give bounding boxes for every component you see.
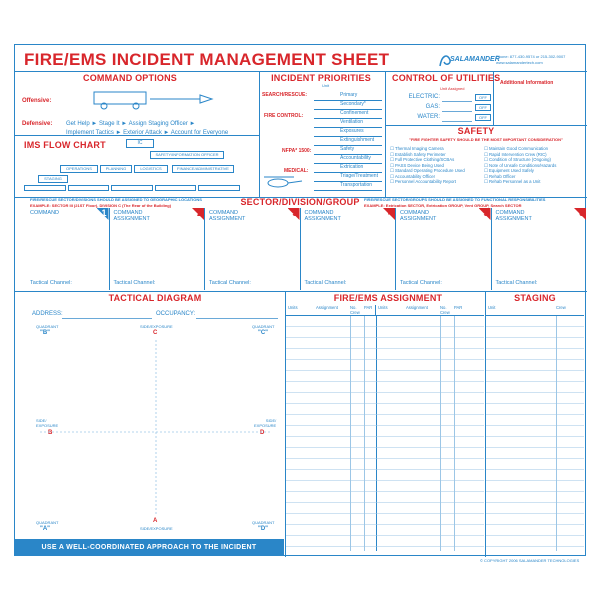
unit-label: Unit — [322, 83, 330, 88]
sector-label: COMMAND ASSIGNMENT — [113, 210, 150, 222]
side-exposure-b-text: EXPOSURE — [36, 423, 59, 428]
col-header: Unit — [488, 305, 496, 310]
safety-checkbox[interactable]: ☐ Note of Unsafe Conditions/Hazards — [484, 162, 557, 168]
sector-column[interactable] — [14, 208, 110, 290]
electric-off-checkbox[interactable]: OFF — [475, 94, 491, 101]
tactical-channel-label: Tactical Channel: — [495, 280, 538, 286]
side-exposure-a-label: SIDE/EXPOSURE — [140, 526, 173, 531]
staging-box: STAGING — [38, 175, 68, 183]
sector-right-example: EXAMPLE: Extrication SECTOR, Extrication GROUP, Vent GROUP, Search SECTOR — [364, 203, 522, 208]
assignment-header-row — [286, 305, 484, 316]
tactical-crosshair[interactable] — [20, 320, 280, 540]
priority-item[interactable]: Triage/Treatment — [314, 173, 382, 182]
safety-checkbox[interactable]: ☐ Thermal Imaging Camera — [390, 146, 444, 151]
col-header: No. Crew — [350, 305, 360, 315]
safety-checkbox[interactable]: ☐ Establish Safety Perimeter — [390, 151, 446, 157]
quadrant-b-label: QUADRANT — [36, 324, 59, 329]
priority-item[interactable]: Ventilation — [314, 119, 382, 128]
ims-flow-chart-header: IMS FLOW CHART — [24, 140, 106, 150]
fire-engine-icon — [90, 86, 230, 112]
quadrant-c: "C" — [258, 330, 269, 336]
tactical-channel-label: Tactical Channel: — [30, 280, 72, 286]
col-header: Assignment — [316, 305, 338, 310]
priority-item[interactable]: Primary — [314, 92, 382, 101]
ims-sub-boxes — [24, 185, 240, 193]
col-header: PAR — [364, 305, 376, 315]
sector-number: 1 — [101, 208, 107, 218]
search-rescue-label: SEARCH/RESCUE: — [262, 92, 308, 98]
sector-columns — [14, 208, 586, 290]
side-exposure-b-text: SIDE/ — [36, 418, 47, 423]
priority-item[interactable]: Confinement — [314, 110, 382, 119]
sector-label: COMMAND ASSIGNMENT — [495, 210, 532, 222]
safety-checkbox[interactable]: ☐ Accountability Officer — [390, 173, 436, 179]
sector-number: 5 — [483, 208, 489, 218]
col-header: PAR — [454, 305, 463, 310]
col-header: Crew — [556, 305, 566, 310]
planning-box: PLANNING — [100, 165, 132, 173]
quadrant-d: "D" — [258, 526, 269, 532]
assignment-header: FIRE/EMS ASSIGNMENT — [333, 293, 443, 303]
side-a: A — [153, 518, 158, 524]
occupancy-label: OCCUPANCY: — [156, 311, 196, 317]
electric-label: ELECTRIC: — [408, 94, 440, 100]
col-header: Units — [288, 305, 298, 310]
staging-header: STAGING — [514, 293, 556, 303]
sector-number: 2 — [196, 208, 202, 218]
sector-label: COMMAND ASSIGNMENT — [400, 210, 437, 222]
col-header: No. Crew — [440, 305, 450, 315]
col-header: Assignment — [406, 305, 428, 310]
tactical-channel-label: Tactical Channel: — [304, 280, 347, 286]
assignment-grid[interactable] — [286, 316, 484, 551]
operations-box: OPERATIONS — [60, 165, 98, 173]
side-b: B — [48, 430, 53, 436]
tactical-channel-label: Tactical Channel: — [209, 280, 251, 286]
finance-box: FINANCE/ADMINISTRATIVE — [172, 165, 234, 173]
safety-checkbox[interactable]: ☐ Full Protective Clothing/SCBAs — [390, 157, 455, 162]
incident-priorities-header: INCIDENT PRIORITIES — [271, 73, 371, 83]
offensive-label: Offensive: — [22, 98, 52, 104]
brand-contact-line-1: Phone: 877-430-9574 or 215-302-9007 — [496, 54, 566, 59]
sector-column[interactable] — [301, 208, 397, 290]
brand-contact-line-2: www.salamandertech.com — [496, 60, 543, 65]
logistics-box: LOGISTICS — [134, 165, 168, 173]
side-exposure-c-label: SIDE/EXPOSURE — [140, 324, 173, 329]
priority-item[interactable]: Transportation — [314, 182, 382, 191]
defensive-label: Defensive: — [22, 121, 53, 127]
sector-label: COMMAND ASSIGNMENT — [304, 210, 341, 222]
safety-header: SAFETY — [457, 126, 495, 136]
staging-header-row — [486, 305, 584, 316]
tactical-diagram-header: TACTICAL DIAGRAM — [108, 293, 202, 303]
water-label: WATER: — [417, 114, 440, 120]
side-c: C — [153, 330, 158, 336]
safety-officer-box: SAFETY/INFORMATION OFFICER — [150, 151, 224, 159]
defensive-items-line-2: Implement Tactics ► Exterior Attack ► Account for Everyone — [66, 130, 229, 136]
priority-item[interactable]: Extrication — [314, 164, 382, 173]
sector-left-example: EXAMPLE: SECTOR III (21ST Floor), DIVISION C (The Rear of the Building) — [30, 203, 172, 208]
sector-header: SECTOR/DIVISION/GROUP — [240, 197, 360, 207]
priority-item[interactable]: Secondary* — [314, 101, 382, 110]
priority-item[interactable]: Extinguishment — [314, 137, 382, 146]
priority-list — [314, 92, 382, 191]
sector-column[interactable] — [492, 208, 587, 290]
tactical-channel-label: Tactical Channel: — [400, 280, 442, 286]
side-exposure-d-text: EXPOSURE — [254, 423, 277, 428]
quadrant-c-label: QUADRANT — [252, 324, 275, 329]
safety-subhead: "FIRE FIGHTER SAFETY SHOULD BE THE MOST IMPORTANT CONSIDERATION" — [409, 137, 563, 142]
assignment-table — [286, 305, 484, 551]
sector-number: 6 — [578, 208, 584, 218]
gas-label: GAS: — [425, 104, 440, 110]
tactical-footer: USE A WELL-COORDINATED APPROACH TO THE INCIDENT — [14, 539, 284, 556]
sector-left-note: FIRE/RESCUE SECTOR/DIVISIONS SHOULD BE ASSIGNED TO GEOGRAPHIC LOCATIONS — [30, 197, 202, 202]
sector-column[interactable] — [205, 208, 301, 290]
side-d: D — [260, 430, 265, 436]
tactical-channel-label: Tactical Channel: — [113, 280, 156, 286]
staging-table — [486, 305, 584, 551]
command-options-header: COMMAND OPTIONS — [83, 73, 177, 83]
sector-label: COMMAND — [30, 210, 60, 216]
safety-col-1 — [390, 146, 482, 185]
quadrant-a: "A" — [40, 526, 51, 532]
additional-information-label: Additional Information — [500, 80, 554, 86]
quadrant-b: "B" — [40, 330, 51, 336]
defensive-items-line-1: Get Help ► Stage It ► Assign Staging Officer ► — [66, 121, 196, 127]
safety-checkbox[interactable]: ☐ Rehab Personnel as a Unit — [484, 179, 541, 184]
sector-number: 3 — [292, 208, 298, 218]
safety-checkbox[interactable]: ☐ Standard Operating Procedure Used — [390, 168, 465, 173]
copyright: © COPYRIGHT 2006 SALAMANDER TECHNOLOGIES — [480, 558, 580, 563]
priority-item[interactable]: Safety — [314, 146, 382, 155]
quadrant-a-label: QUADRANT — [36, 520, 59, 525]
side-exposure-d-text: SIDE/ — [265, 418, 277, 423]
nfpa-label: NFPA* 1500: — [282, 148, 312, 154]
safety-checkbox[interactable]: ☐ PASS Device Being Used — [390, 162, 444, 168]
priority-item[interactable]: Accountability — [314, 155, 382, 164]
safety-checkbox[interactable]: ☐ Personnel Accountability Report — [390, 179, 456, 184]
brand-name: SALAMANDER — [450, 56, 500, 63]
sector-column[interactable] — [396, 208, 492, 290]
ic-box: IC — [126, 139, 154, 148]
safety-checkbox[interactable]: ☐ Maintain Good Communication — [484, 146, 549, 151]
priority-item[interactable]: Exposures — [314, 128, 382, 137]
page-title: FIRE/EMS INCIDENT MANAGEMENT SHEET — [24, 50, 390, 69]
helicopter-icon — [256, 174, 306, 190]
staging-grid[interactable] — [486, 316, 584, 551]
safety-checkbox[interactable]: ☐ Rehab Officer — [484, 173, 516, 179]
fire-control-label: FIRE CONTROL: — [264, 113, 304, 119]
sector-column[interactable] — [110, 208, 206, 290]
medical-label: MEDICAL: — [284, 168, 309, 174]
sector-right-note: FIRE/RESCUE SECTOR/GROUPS SHOULD BE ASSIGNED TO FUNCTIONAL RESPONSIBILITIES — [364, 197, 546, 202]
col-header: Units — [378, 305, 388, 310]
gas-off-checkbox[interactable]: OFF — [475, 104, 491, 111]
sector-number: 4 — [387, 208, 393, 218]
safety-col-2 — [484, 146, 582, 185]
sector-label: COMMAND ASSIGNMENT — [209, 210, 246, 222]
water-off-checkbox[interactable]: OFF — [475, 114, 491, 121]
unit-assigned-label: Unit Assigned — [440, 86, 465, 91]
safety-checkbox[interactable]: ☐ Condition of Structure (Ongoing) — [484, 157, 551, 162]
address-label: ADDRESS: — [32, 311, 63, 317]
control-utilities-header: CONTROL OF UTILITIES — [392, 73, 501, 83]
quadrant-d-label: QUADRANT — [252, 520, 275, 525]
safety-checkbox[interactable]: ☐ Rapid Intervention Crew (RIC) — [484, 151, 547, 157]
safety-checkbox[interactable]: ☐ Equipment Used Safely — [484, 168, 534, 173]
